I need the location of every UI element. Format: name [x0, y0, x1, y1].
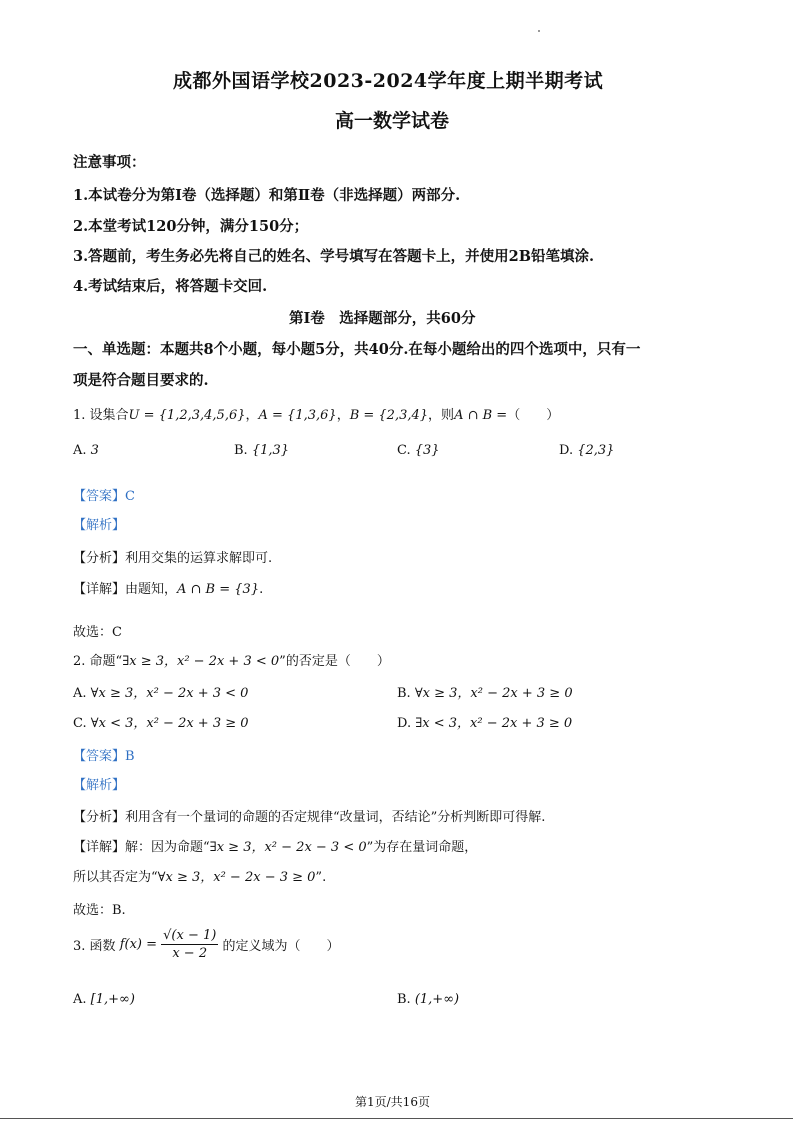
q1-comma-1: ，: [245, 408, 259, 423]
q1-answer: [73, 485, 135, 504]
q1-option-b: [234, 443, 289, 458]
q1-prefix: 1. 设集合: [73, 408, 129, 423]
q3-option-b-label: B.: [397, 992, 411, 1007]
q2-negation: [73, 866, 326, 885]
q3-stem: [73, 928, 339, 961]
q2-detail-suffix: ”为存在量词命题，: [366, 840, 478, 855]
q2-neg-prefix: 所以其否定为“: [73, 870, 158, 885]
q2-option-c: [73, 712, 249, 731]
q1-set-u: U = {1,2,3,4,5,6}: [128, 408, 246, 423]
q2-suffix: ”的否定是（ ）: [279, 654, 390, 669]
q1-option-a: [73, 443, 99, 458]
q2-prefix: 2. 命题“: [73, 654, 123, 669]
q2-detail: [73, 836, 477, 855]
notice-item-3: 3.答题前，考生务必先将自己的姓名、学号填写在答题卡上，并使用2B铅笔填涂.: [73, 248, 595, 265]
q2-neg-expr: ∀x ≥ 3，x² − 2x − 3 ≥ 0: [157, 870, 316, 885]
q1-comma-2: ，: [336, 408, 350, 423]
q1-option-d-label: D.: [559, 443, 574, 458]
scan-dot: [538, 30, 540, 32]
page-number: 第1页/共16页: [355, 1095, 430, 1109]
q1-expr: A ∩ B =: [454, 408, 508, 423]
q3-option-b: [397, 992, 459, 1007]
notice-item-2: 2.本堂考试120分钟，满分150分；: [73, 218, 309, 235]
q1-option-b-label: B.: [234, 443, 248, 458]
q2-prop: ∃x ≥ 3，x² − 2x + 3 < 0: [122, 654, 280, 669]
q1-analysis-label: 【解析】: [73, 518, 126, 533]
q1-set-a: A = {1,3,6}: [258, 408, 337, 423]
q2-answer: 【答案】B: [73, 749, 135, 764]
q1-option-a-value: 3: [90, 443, 99, 458]
q3-option-b-value: (1,+∞): [414, 992, 460, 1007]
q1-fenxi: 【分析】利用交集的运算求解即可.: [73, 551, 273, 566]
q2-option-b: [397, 682, 573, 701]
exam-title: 成都外国语学校2023-2024学年度上期半期考试: [173, 70, 604, 92]
q2-fenxi: 【分析】利用含有一个量词的命题的否定规律“改量词，否结论”分析判断即可得解.: [73, 810, 546, 825]
q1-choose: 故选：C: [73, 625, 122, 640]
q2-option-c-value: ∀x < 3，x² − 2x + 3 ≥ 0: [90, 716, 249, 731]
q3-option-a: [73, 992, 135, 1007]
q1-detail-prefix: 【详解】由题知，: [73, 582, 178, 597]
q2-stem: [73, 650, 390, 669]
q1-answer-text: 【答案】C: [73, 489, 135, 504]
notice-item-4: 4.考试结束后，将答题卡交回.: [73, 278, 268, 295]
exam-subtitle: 高一数学试卷: [335, 110, 450, 132]
section-instruction-line2: 项是符合题目要求的.: [73, 372, 209, 389]
q2-option-b-value: ∀x ≥ 3，x² − 2x + 3 ≥ 0: [414, 686, 573, 701]
q1-option-b-value: {1,3}: [251, 443, 290, 458]
q3-fraction: [161, 928, 218, 961]
q1-detail: [73, 578, 263, 597]
q1-option-d-value: {2,3}: [577, 443, 615, 458]
section-title: 第Ⅰ卷 选择题部分，共60分: [289, 310, 476, 327]
q3-suffix: 的定义域为（ ）: [222, 939, 340, 954]
q2-option-a-label: A.: [73, 686, 87, 701]
q1-detail-end: .: [259, 582, 264, 597]
q1-stem: [73, 404, 559, 423]
bottom-divider: [0, 1118, 793, 1119]
q1-set-b: B = {2,3,4}: [349, 408, 429, 423]
q1-detail-expr: A ∩ B = {3}: [177, 582, 260, 597]
q2-option-a: [73, 682, 248, 701]
q2-option-d-value: ∃x < 3，x² − 2x + 3 ≥ 0: [415, 716, 573, 731]
q1-option-c-value: {3}: [414, 443, 440, 458]
q2-option-b-label: B.: [397, 686, 411, 701]
q3-option-a-value: [1,+∞): [90, 992, 135, 1007]
notice-item-1: 1.本试卷分为第Ⅰ卷（选择题）和第Ⅱ卷（非选择题）两部分.: [73, 187, 461, 204]
q1-option-c: [397, 443, 440, 458]
q2-option-c-label: C.: [73, 716, 87, 731]
q3-prefix: 3. 函数: [73, 939, 116, 954]
q2-option-a-value: ∀x ≥ 3，x² − 2x + 3 < 0: [90, 686, 249, 701]
q1-option-d: [559, 443, 614, 458]
q1-option-c-label: C.: [397, 443, 411, 458]
q2-option-d: [397, 712, 572, 731]
q3-func: f(x) =: [119, 937, 157, 952]
q3-numerator: √(x − 1): [163, 928, 217, 943]
q3-denominator: x − 2: [172, 946, 208, 961]
q1-blank: （ ）: [507, 408, 560, 423]
q2-option-d-label: D.: [397, 716, 412, 731]
q2-analysis-label: 【解析】: [73, 778, 126, 793]
q1-then: ，则: [428, 408, 455, 423]
q2-detail-expr: ∃x ≥ 3，x² − 2x − 3 < 0: [209, 840, 367, 855]
q2-neg-suffix: ”.: [315, 870, 327, 885]
q2-choose: 故选：B.: [73, 903, 126, 918]
q2-detail-prefix: 【详解】解：因为命题“: [73, 840, 210, 855]
notice-heading: 注意事项：: [73, 154, 146, 171]
q3-option-a-label: A.: [73, 992, 87, 1007]
q1-option-a-label: A.: [73, 443, 87, 458]
section-instruction-line1: 一、单选题：本题共8个小题，每小题5分，共40分.在每小题给出的四个选项中，只有一: [73, 341, 641, 358]
